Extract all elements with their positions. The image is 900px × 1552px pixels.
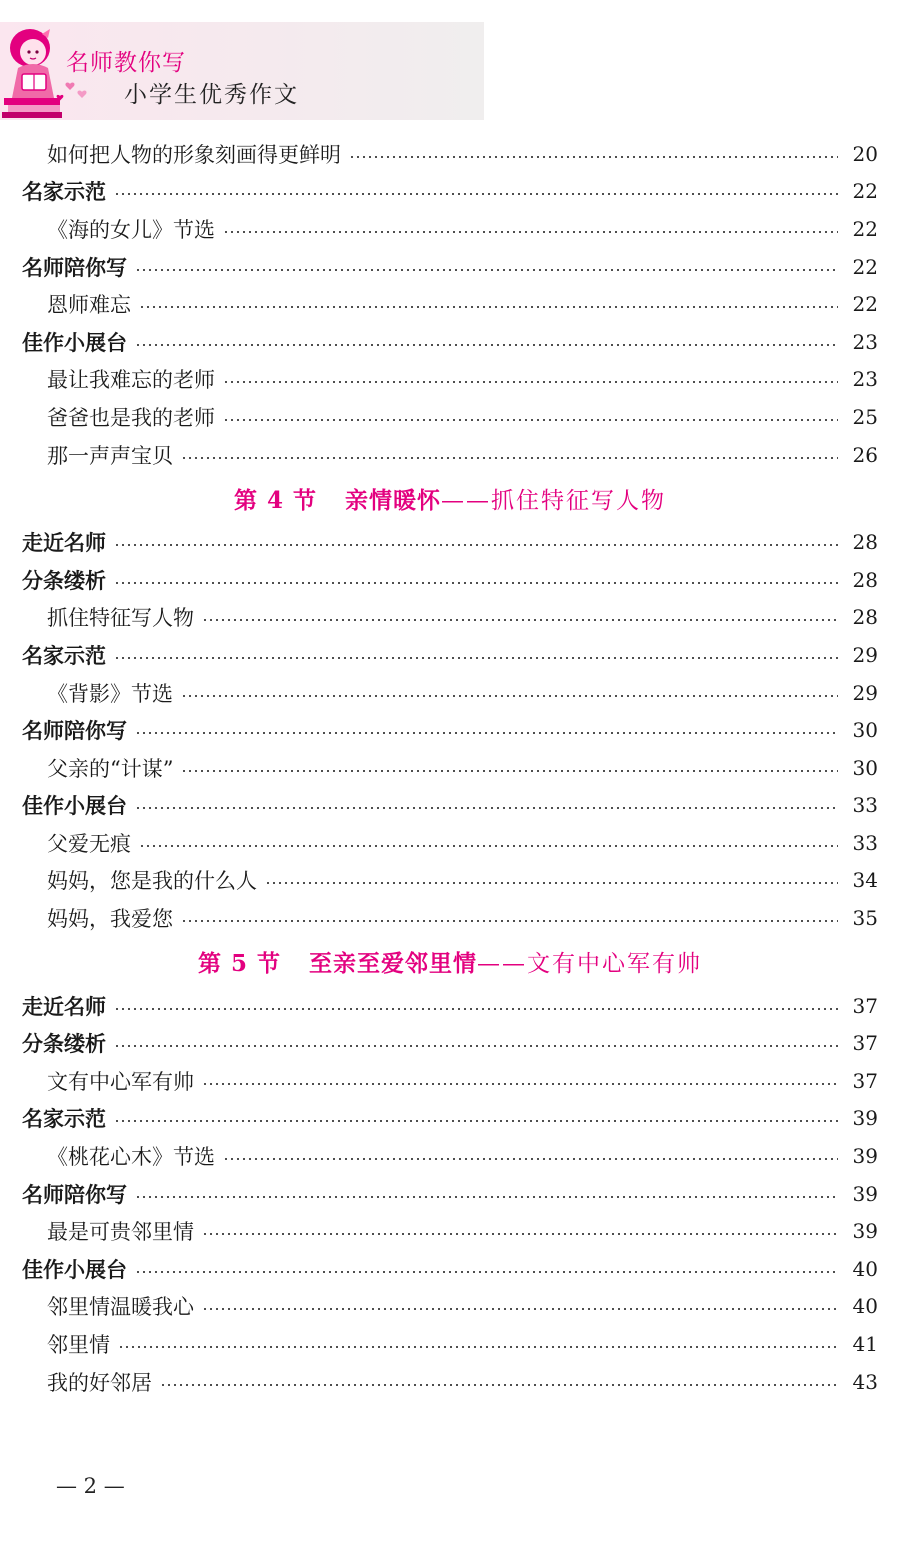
dot-leader	[265, 882, 838, 884]
toc-page-number: 34	[852, 868, 878, 893]
toc-entry-title: 父爱无痕	[47, 831, 131, 856]
toc-page-number: 25	[852, 404, 878, 429]
toc-entry-title: 妈妈，您是我的什么人	[47, 869, 257, 894]
toc-entry-title: 名家示范	[22, 643, 106, 668]
toc-page-number: 23	[852, 367, 878, 392]
toc-page-number: 30	[852, 718, 878, 743]
toc-entry-title: 我的好邻居	[47, 1370, 152, 1395]
toc-page-number: 23	[852, 329, 878, 354]
dot-leader	[135, 1271, 838, 1273]
toc-article-entry[interactable]	[0, 1062, 900, 1100]
toc-page-number: 41	[852, 1332, 878, 1357]
toc-entry-title: 妈妈，我爱您	[47, 907, 173, 932]
toc-category-entry[interactable]	[0, 523, 900, 561]
toc-entry-title: 名家示范	[22, 1107, 106, 1132]
toc-category-entry[interactable]	[0, 1250, 900, 1288]
toc-entry-title: 爸爸也是我的老师	[47, 405, 215, 430]
dot-leader	[181, 695, 838, 697]
page-number: — 2 —	[56, 1474, 125, 1498]
dot-leader	[181, 770, 838, 772]
dot-leader	[181, 920, 838, 922]
section-heading	[0, 473, 900, 523]
toc-article-entry[interactable]	[0, 1363, 900, 1401]
dot-leader	[202, 1233, 838, 1235]
toc-article-entry[interactable]	[0, 135, 900, 173]
dot-leader	[118, 1346, 838, 1348]
dot-leader	[160, 1384, 838, 1386]
dot-leader	[135, 269, 838, 271]
section-subtitle: ——文有中心军有帅	[477, 951, 703, 978]
toc-page-number: 33	[852, 830, 878, 855]
dot-leader	[223, 1158, 838, 1160]
toc-article-entry[interactable]	[0, 1288, 900, 1326]
toc-page-number: 39	[852, 1181, 878, 1206]
toc-entry-title: 父亲的“计谋”	[47, 756, 174, 781]
section-title: 至亲至爱邻里情	[309, 950, 478, 978]
toc-entry-title: 走近名师	[22, 994, 106, 1019]
toc-entry-title: 走近名师	[22, 531, 106, 556]
toc-page-number: 30	[852, 755, 878, 780]
toc-category-entry[interactable]	[0, 173, 900, 211]
section-title: 亲情暖怀	[345, 486, 442, 514]
toc-page-number: 35	[852, 906, 878, 931]
toc-category-entry[interactable]	[0, 323, 900, 361]
dot-leader	[114, 1120, 838, 1122]
section-subtitle: ——抓住特征写人物	[441, 487, 667, 514]
toc-page-number: 43	[852, 1369, 878, 1394]
dot-leader	[202, 1308, 838, 1310]
toc-page-number: 22	[852, 216, 878, 241]
dot-leader	[114, 193, 838, 195]
toc-page-number: 20	[852, 141, 878, 166]
toc-category-entry[interactable]	[0, 561, 900, 599]
toc-category-entry[interactable]	[0, 636, 900, 674]
toc-entry-title: 《桃花心木》节选	[47, 1145, 215, 1170]
toc-category-entry[interactable]	[0, 711, 900, 749]
brand-title: 名师教你写	[66, 50, 186, 76]
dot-leader	[202, 1083, 838, 1085]
toc-entry-title: 名师陪你写	[22, 719, 127, 744]
toc-article-entry[interactable]	[0, 1212, 900, 1250]
toc-entry-title: 分条缕析	[22, 1032, 106, 1057]
dot-leader	[135, 807, 838, 809]
dot-leader	[135, 732, 838, 734]
toc-page-number: 40	[852, 1294, 878, 1319]
toc-entry-title: 邻里情温暖我心	[47, 1295, 194, 1320]
toc-article-entry[interactable]	[0, 285, 900, 323]
toc-page-number: 37	[852, 993, 878, 1018]
toc-entry-title: 那一声声宝贝	[47, 443, 173, 468]
toc-page-number: 28	[852, 605, 878, 630]
toc-category-entry[interactable]	[0, 1100, 900, 1138]
toc-page-number: 39	[852, 1144, 878, 1169]
dot-leader	[139, 306, 838, 308]
toc-category-entry[interactable]	[0, 1175, 900, 1213]
dot-leader	[181, 457, 838, 459]
toc-page-number: 22	[852, 254, 878, 279]
toc-article-entry[interactable]	[0, 674, 900, 712]
toc-entry-title: 分条缕析	[22, 568, 106, 593]
toc-page-number: 22	[852, 179, 878, 204]
section-number: 第 5 节	[197, 950, 282, 978]
dot-leader	[114, 544, 838, 546]
dot-leader	[139, 845, 838, 847]
toc-entry-title: 名家示范	[22, 180, 106, 205]
toc-article-entry[interactable]	[0, 210, 900, 248]
dot-leader	[135, 344, 838, 346]
toc-page-number: 28	[852, 530, 878, 555]
toc-entry-title: 佳作小展台	[22, 330, 127, 355]
section-heading	[0, 937, 900, 987]
table-of-contents	[0, 135, 900, 1400]
toc-category-entry[interactable]	[0, 248, 900, 286]
toc-category-entry[interactable]	[0, 987, 900, 1025]
toc-page-number: 40	[852, 1256, 878, 1281]
toc-entry-title: 佳作小展台	[22, 1257, 127, 1282]
toc-entry-title: 《海的女儿》节选	[47, 217, 215, 242]
section-number: 第 4 节	[233, 486, 318, 514]
toc-entry-title: 名师陪你写	[22, 1182, 127, 1207]
toc-entry-title: 《背影》节选	[47, 681, 173, 706]
book-subtitle: 小学生优秀作文	[124, 82, 299, 108]
toc-entry-title: 如何把人物的形象刻画得更鲜明	[47, 142, 341, 167]
toc-page-number: 39	[852, 1106, 878, 1131]
toc-article-entry[interactable]	[0, 436, 900, 474]
dot-leader	[114, 1045, 838, 1047]
toc-entry-title: 最是可贵邻里情	[47, 1220, 194, 1245]
toc-entry-title: 邻里情	[47, 1333, 110, 1358]
toc-article-entry[interactable]	[0, 899, 900, 937]
toc-page-number: 22	[852, 292, 878, 317]
dot-leader	[114, 582, 838, 584]
toc-page-number: 29	[852, 642, 878, 667]
toc-article-entry[interactable]	[0, 398, 900, 436]
dot-leader	[202, 619, 838, 621]
dot-leader	[135, 1196, 838, 1198]
dot-leader	[223, 231, 838, 233]
toc-article-entry[interactable]	[0, 824, 900, 862]
dot-leader	[349, 156, 838, 158]
toc-category-entry[interactable]	[0, 1024, 900, 1062]
dot-leader	[114, 1008, 838, 1010]
toc-article-entry[interactable]	[0, 599, 900, 637]
toc-article-entry[interactable]	[0, 1137, 900, 1175]
toc-article-entry[interactable]	[0, 361, 900, 399]
toc-page-number: 28	[852, 567, 878, 592]
toc-page-number: 37	[852, 1031, 878, 1056]
toc-page-number: 39	[852, 1219, 878, 1244]
toc-entry-title: 恩师难忘	[47, 293, 131, 318]
dot-leader	[114, 657, 838, 659]
toc-entry-title: 抓住特征写人物	[47, 606, 194, 631]
toc-entry-title: 文有中心军有帅	[47, 1069, 194, 1094]
toc-page-number: 26	[852, 442, 878, 467]
toc-page-number: 29	[852, 680, 878, 705]
toc-page-number: 37	[852, 1068, 878, 1093]
toc-entry-title: 名师陪你写	[22, 255, 127, 280]
toc-entry-title: 最让我难忘的老师	[47, 368, 215, 393]
toc-article-entry[interactable]	[0, 749, 900, 787]
header-banner	[0, 22, 484, 120]
toc-article-entry[interactable]	[0, 862, 900, 900]
dot-leader	[223, 419, 838, 421]
toc-category-entry[interactable]	[0, 787, 900, 825]
toc-article-entry[interactable]	[0, 1325, 900, 1363]
dot-leader	[223, 381, 838, 383]
toc-page-number: 33	[852, 793, 878, 818]
toc-entry-title: 佳作小展台	[22, 794, 127, 819]
